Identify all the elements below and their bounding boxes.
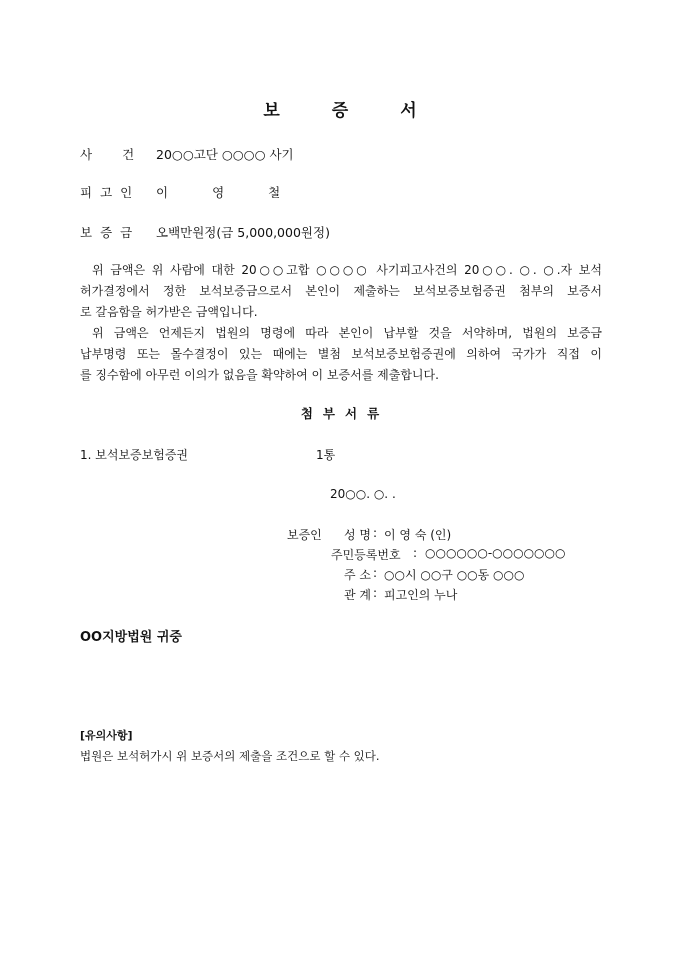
court-addressee: OO지방법원 귀중 bbox=[80, 630, 182, 645]
label-char: 피 bbox=[80, 185, 93, 200]
guarantor-relation-value: 피고인의 누나 bbox=[384, 588, 458, 602]
name-char: 철 bbox=[268, 185, 281, 200]
label-char: 증 bbox=[100, 225, 113, 240]
bail-amount-label bbox=[80, 223, 132, 241]
separator-colon: : bbox=[373, 566, 378, 580]
case-value: 20○○고단 ○○○○ 사기 bbox=[156, 147, 294, 162]
guarantor-prefix: 보증인 bbox=[287, 528, 322, 542]
attachments-title bbox=[0, 404, 680, 422]
document-title bbox=[0, 96, 680, 121]
separator-colon: : bbox=[373, 586, 378, 600]
guarantor-address-label: 주 소 bbox=[344, 568, 371, 582]
separator-colon: : bbox=[373, 526, 378, 540]
bail-amount-value: 오백만원정(금 5,000,000원정) bbox=[156, 225, 330, 240]
separator-colon: : bbox=[413, 546, 418, 560]
paragraph-line: 위 금액은 언제든지 법원의 명령에 따라 본인이 납부할 것을 서약하며, 법원의 보증금 bbox=[92, 326, 602, 340]
label-char: 사 bbox=[80, 147, 93, 162]
name-char: 이 bbox=[156, 185, 169, 200]
label-char: 건 bbox=[122, 147, 135, 162]
attachment-item-count: 1통 bbox=[316, 448, 336, 462]
paragraph-line: 납부명령 또는 몰수결정이 있는 때에는 별첨 보석보증보험증권에 의하여 국가가 직접 이 bbox=[80, 347, 602, 361]
guarantor-id-value: ○○○○○○-○○○○○○○ bbox=[425, 546, 566, 560]
note-body: 법원은 보석허가시 위 보증서의 제출을 조건으로 할 수 있다. bbox=[80, 749, 380, 763]
guarantor-name-value: 이 영 숙 (인) bbox=[384, 528, 452, 542]
document-date: 20○○. ○. . bbox=[330, 487, 396, 501]
label-char: 고 bbox=[100, 185, 113, 200]
paragraph-line: 허가결정에서 정한 보석보증금으로서 본인이 제출하는 보석보증보험증권 첨부의 보증서 bbox=[80, 284, 602, 298]
paragraph-line: 위 금액은 위 사람에 대한 20○○고합 ○○○○ 사기피고사건의 20○○. ○. ○.자 보석 bbox=[92, 263, 602, 277]
note-heading: [유의사항] bbox=[80, 729, 133, 742]
label-char: 인 bbox=[120, 185, 133, 200]
guarantor-name-label: 성 명 bbox=[344, 528, 371, 542]
label-char: 보 bbox=[80, 225, 93, 240]
paragraph-2 bbox=[80, 323, 602, 386]
guarantor-relation-label: 관 계 bbox=[344, 588, 371, 602]
title-char: 보 bbox=[263, 101, 280, 121]
title-char: 증 bbox=[331, 101, 349, 121]
title-char: 부 bbox=[322, 406, 335, 421]
label-char: 금 bbox=[120, 225, 133, 240]
defendant-label bbox=[80, 183, 132, 201]
attachment-item-name: 1. 보석보증보험증권 bbox=[80, 448, 189, 462]
title-char: 첨 bbox=[300, 406, 313, 421]
guarantor-id-label: 주민등록번호 bbox=[331, 548, 401, 562]
case-label bbox=[80, 145, 134, 163]
title-char: 류 bbox=[367, 406, 380, 421]
title-char: 서 bbox=[400, 101, 417, 121]
paragraph-line: 를 징수함에 아무런 이의가 없음을 확약하여 이 보증서를 제출합니다. bbox=[80, 368, 439, 382]
title-char: 서 bbox=[345, 406, 358, 421]
paragraph-line: 로 갈음함을 허가받은 금액입니다. bbox=[80, 305, 258, 319]
paragraph-1 bbox=[80, 260, 602, 323]
name-char: 영 bbox=[212, 185, 225, 200]
guarantor-address-value: ○○시 ○○구 ○○동 ○○○ bbox=[384, 568, 525, 582]
defendant-name bbox=[156, 183, 280, 201]
